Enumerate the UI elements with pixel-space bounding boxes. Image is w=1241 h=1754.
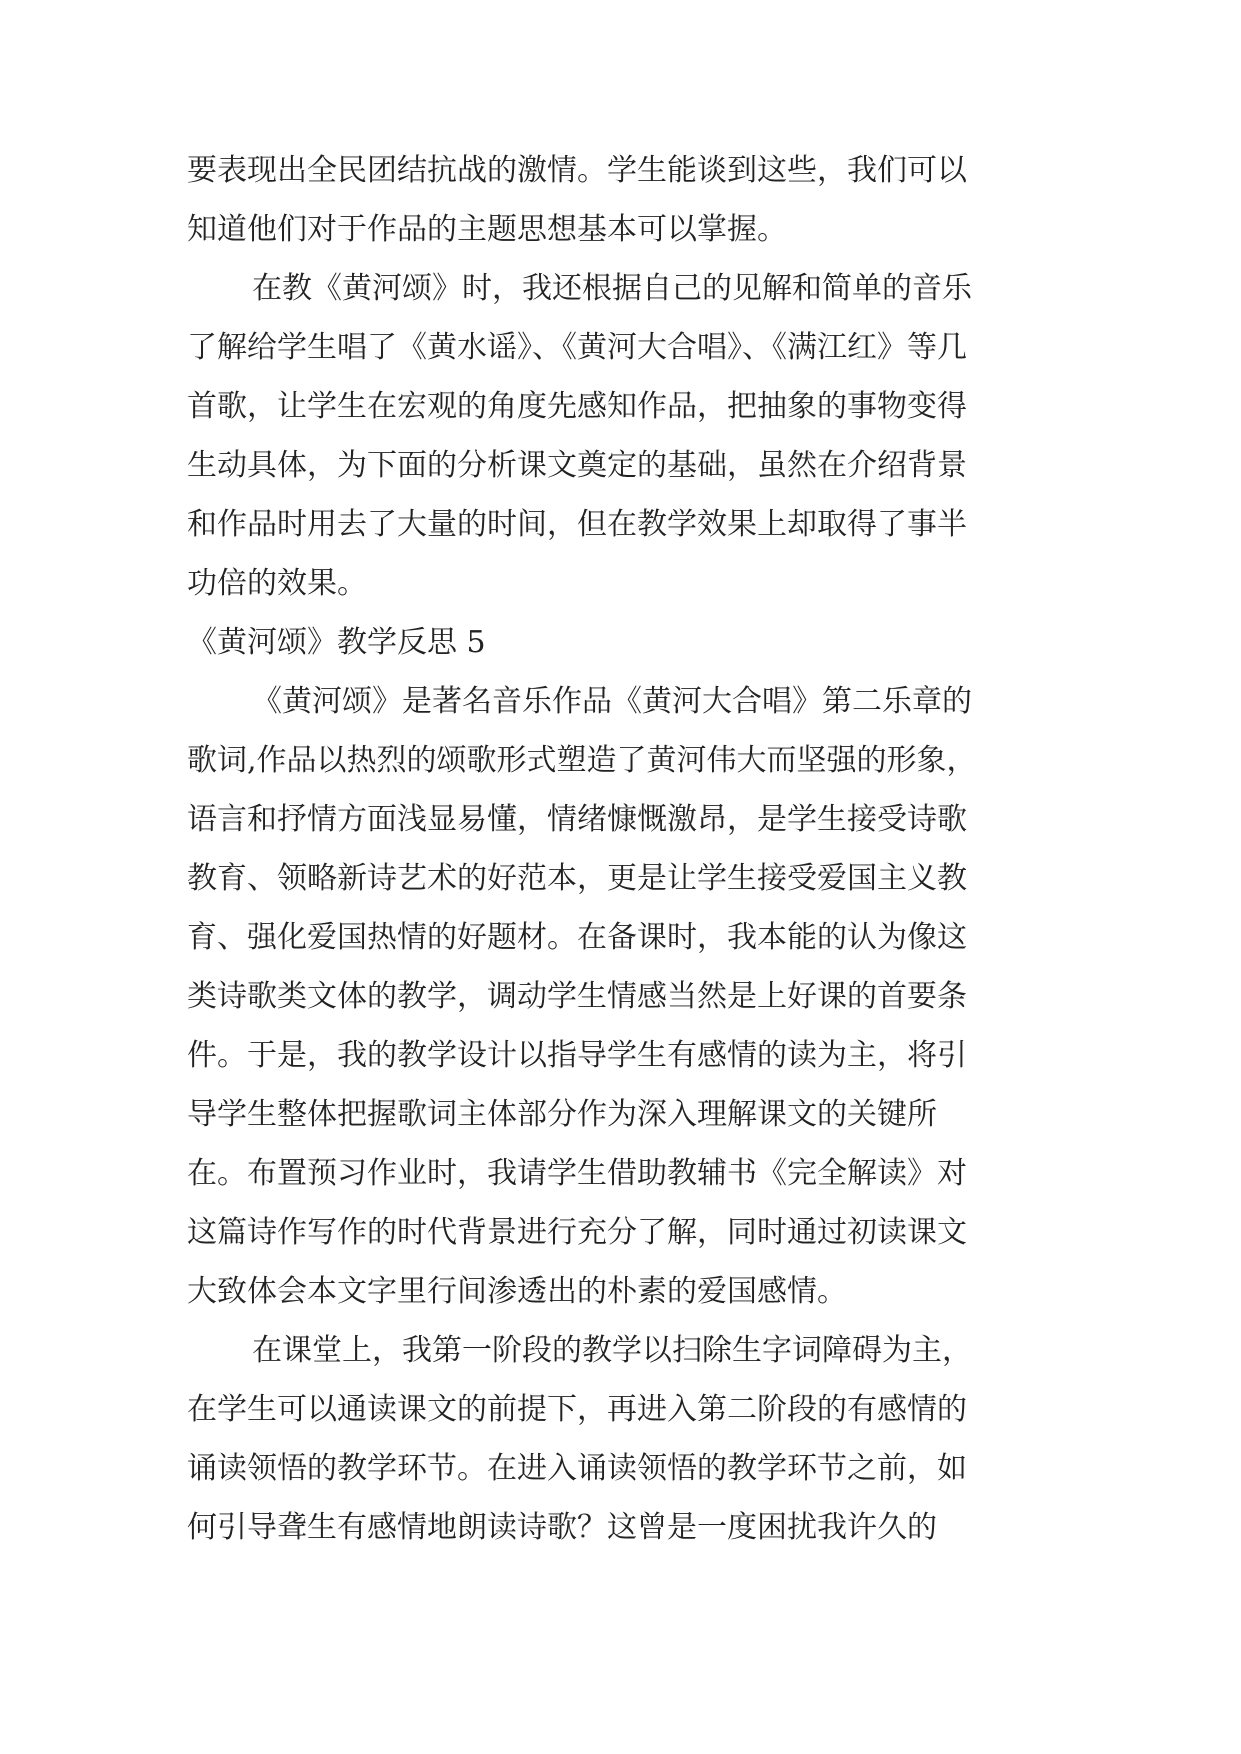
text-line: 育、强化爱国热情的好题材。在备课时，我本能的认为像这 [187, 920, 967, 955]
text-line: 要表现出全民团结抗战的激情。学生能谈到这些，我们可以 [187, 153, 967, 188]
paragraph-first-line: 《黄河颂》是著名音乐作品《黄河大合唱》第二乐章的 [252, 684, 972, 719]
text-line: 功倍的效果。 [187, 566, 367, 601]
text-line: 语言和抒情方面浅显易懂，情绪慷慨激昂，是学生接受诗歌 [187, 802, 967, 837]
paragraph-first-line: 在课堂上，我第一阶段的教学以扫除生字词障碍为主， [252, 1333, 972, 1368]
text-line: 何引导聋生有感情地朗读诗歌？这曾是一度困扰我许久的 [187, 1510, 937, 1545]
text-line: 导学生整体把握歌词主体部分作为深入理解课文的关键所 [187, 1097, 937, 1132]
text-line: 类诗歌类文体的教学，调动学生情感当然是上好课的首要条 [187, 979, 967, 1014]
text-line: 大致体会本文字里行间渗透出的朴素的爱国感情。 [187, 1274, 847, 1309]
text-line: 教育、领略新诗艺术的好范本，更是让学生接受爱国主义教 [187, 861, 967, 896]
text-line: 诵读领悟的教学环节。在进入诵读领悟的教学环节之前，如 [187, 1451, 967, 1486]
text-line: 歌词,作品以热烈的颂歌形式塑造了黄河伟大而坚强的形象， [187, 743, 977, 778]
text-line: 生动具体，为下面的分析课文奠定的基础，虽然在介绍背景 [187, 448, 967, 483]
text-line: 在。布置预习作业时，我请学生借助教辅书《完全解读》对 [187, 1156, 967, 1191]
text-line: 和作品时用去了大量的时间，但在教学效果上却取得了事半 [187, 507, 967, 542]
text-line: 件。于是，我的教学设计以指导学生有感情的读为主，将引 [187, 1038, 967, 1073]
text-line: 知道他们对于作品的主题思想基本可以掌握。 [187, 212, 787, 247]
text-line: 了解给学生唱了《黄水谣》、《黄河大合唱》、《满江红》等几 [187, 330, 967, 365]
paragraph-first-line: 在教《黄河颂》时，我还根据自己的见解和简单的音乐 [252, 271, 972, 306]
text-line: 首歌，让学生在宏观的角度先感知作品，把抽象的事物变得 [187, 389, 967, 424]
text-line: 在学生可以通读课文的前提下，再进入第二阶段的有感情的 [187, 1392, 967, 1427]
text-line: 这篇诗作写作的时代背景进行充分了解，同时通过初读课文 [187, 1215, 967, 1250]
section-heading: 《黄河颂》教学反思 5 [187, 625, 486, 660]
